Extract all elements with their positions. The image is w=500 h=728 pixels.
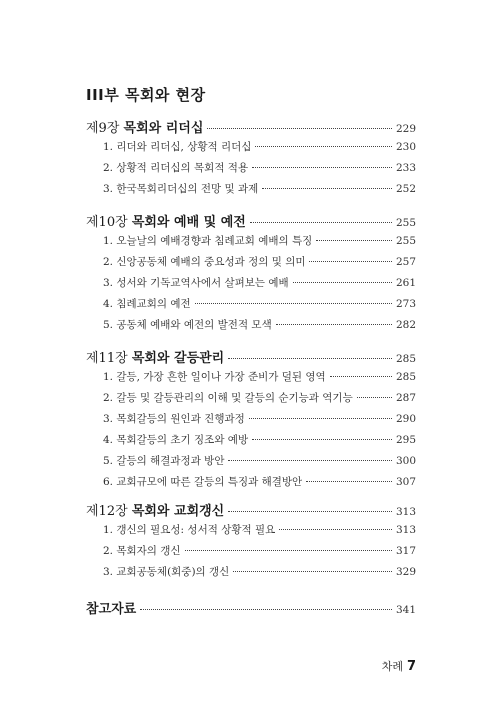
- references-section: [86, 598, 416, 620]
- toc-item-label: 1. 리더와 리더십, 상황적 리더십: [103, 141, 252, 153]
- footer-page-number: 7: [406, 659, 416, 674]
- page-number: 282: [395, 319, 416, 331]
- toc-item[interactable]: [86, 254, 416, 275]
- chapter-heading[interactable]: [86, 347, 416, 369]
- toc-item-label: 5. 갈등의 해결과정과 방안: [103, 455, 225, 467]
- chapter-10: [86, 211, 416, 338]
- dot-leader: [293, 282, 392, 283]
- toc-item-label: 3. 한국목회리더십의 전망 및 과제: [103, 183, 259, 195]
- dot-leader: [250, 222, 392, 223]
- toc-item-label: 4. 목회갈등의 초기 징조와 예방: [103, 434, 249, 446]
- toc-item-label: 1. 오늘날의 예배경향과 침례교회 예배의 특징: [103, 235, 313, 247]
- dot-leader: [276, 324, 392, 325]
- dot-leader: [255, 146, 392, 147]
- dot-leader: [228, 358, 392, 359]
- dot-leader: [207, 128, 392, 129]
- chapter-heading[interactable]: [86, 117, 416, 139]
- page-number: 255: [395, 217, 416, 229]
- page-number: 287: [395, 392, 416, 404]
- toc-item-label: 4. 침례교회의 예전: [103, 298, 191, 310]
- dot-leader: [316, 240, 392, 241]
- toc-item-label: 2. 갈등 및 갈등관리의 이해 및 갈등의 순기능과 역기능: [103, 392, 353, 404]
- dot-leader: [252, 439, 392, 440]
- dot-leader: [228, 460, 391, 461]
- dot-leader: [195, 303, 392, 304]
- page-number: 285: [395, 353, 416, 365]
- dot-leader: [279, 529, 392, 530]
- chapter-heading-label: 제12장 목회와 교회갱신: [86, 504, 225, 519]
- toc-item-label: 3. 성서와 기독교역사에서 살펴보는 예배: [103, 277, 289, 289]
- page-number: 313: [395, 506, 416, 518]
- toc-item-label: 1. 갱신의 필요성: 성서적 상황적 필요: [103, 524, 276, 536]
- part-title: III부 목회와 현장: [86, 86, 206, 104]
- chapter-heading[interactable]: [86, 500, 416, 522]
- chapter-12: [86, 500, 416, 585]
- toc-item[interactable]: [86, 369, 416, 390]
- toc-item[interactable]: [86, 275, 416, 296]
- toc-item[interactable]: [86, 411, 416, 432]
- toc-item[interactable]: [86, 160, 416, 181]
- dot-leader: [228, 511, 392, 512]
- toc-item-label: 3. 교회공동체(회중)의 갱신: [103, 566, 230, 578]
- dot-leader: [140, 609, 392, 610]
- toc-item[interactable]: [86, 181, 416, 202]
- toc-item-label: 6. 교회규모에 따른 갈등의 특징과 해결방안: [103, 476, 303, 488]
- dot-leader: [262, 188, 392, 189]
- toc-item-label: 5. 공동체 예배와 예전의 발전적 모색: [103, 319, 272, 331]
- toc-item-label: 2. 상황적 리더십의 목회적 적용: [103, 162, 249, 174]
- toc-item[interactable]: [86, 390, 416, 411]
- page-number: 290: [395, 413, 416, 425]
- page-number: 313: [395, 524, 416, 536]
- chapter-11: [86, 347, 416, 495]
- toc-item[interactable]: [86, 233, 416, 254]
- dot-leader: [252, 167, 392, 168]
- references-heading[interactable]: [86, 598, 416, 620]
- toc-item[interactable]: [86, 139, 416, 160]
- toc-item[interactable]: [86, 474, 416, 495]
- page-number: 252: [395, 183, 416, 195]
- page-number: 230: [395, 141, 416, 153]
- page-number: 257: [395, 256, 416, 268]
- toc-item[interactable]: [86, 453, 416, 474]
- toc-item[interactable]: [86, 564, 416, 585]
- page-number: 261: [395, 277, 416, 289]
- toc-item[interactable]: [86, 296, 416, 317]
- references-label: 참고자료: [86, 602, 137, 617]
- dot-leader: [309, 261, 391, 262]
- toc-item[interactable]: [86, 522, 416, 543]
- toc-item[interactable]: [86, 432, 416, 453]
- page-number: 273: [395, 298, 416, 310]
- dot-leader: [249, 418, 392, 419]
- page-number: 317: [395, 545, 416, 557]
- dot-leader: [330, 376, 392, 377]
- page-number: 300: [395, 455, 416, 467]
- dot-leader: [233, 571, 392, 572]
- dot-leader: [306, 481, 392, 482]
- chapter-heading-label: 제11장 목회와 갈등관리: [86, 351, 225, 366]
- page-number: 285: [395, 371, 416, 383]
- dot-leader: [357, 397, 392, 398]
- page-number: 233: [395, 162, 416, 174]
- toc-item-label: 2. 신앙공동체 예배의 중요성과 정의 및 의미: [103, 256, 306, 268]
- page-number: 329: [395, 566, 416, 578]
- toc-item-label: 1. 갈등, 가장 흔한 일이나 가장 준비가 덜된 영역: [103, 371, 326, 383]
- chapter-9: [86, 117, 416, 202]
- footer-section-label: 차례: [381, 660, 403, 673]
- page-footer: [360, 658, 416, 674]
- toc-item[interactable]: [86, 317, 416, 338]
- page-number: 229: [395, 123, 416, 135]
- toc-item-label: 2. 목회자의 갱신: [103, 545, 181, 557]
- chapter-heading-label: 제9장 목회와 리더십: [86, 121, 204, 136]
- chapter-heading[interactable]: [86, 211, 416, 233]
- page-number: 255: [395, 235, 416, 247]
- page-number: 341: [395, 604, 416, 616]
- toc-item[interactable]: [86, 543, 416, 564]
- toc-item-label: 3. 목회갈등의 원인과 진행과정: [103, 413, 245, 425]
- dot-leader: [185, 550, 392, 551]
- page-number: 295: [395, 434, 416, 446]
- chapter-heading-label: 제10장 목회와 예배 및 예전: [86, 215, 246, 230]
- page-number: 307: [395, 476, 416, 488]
